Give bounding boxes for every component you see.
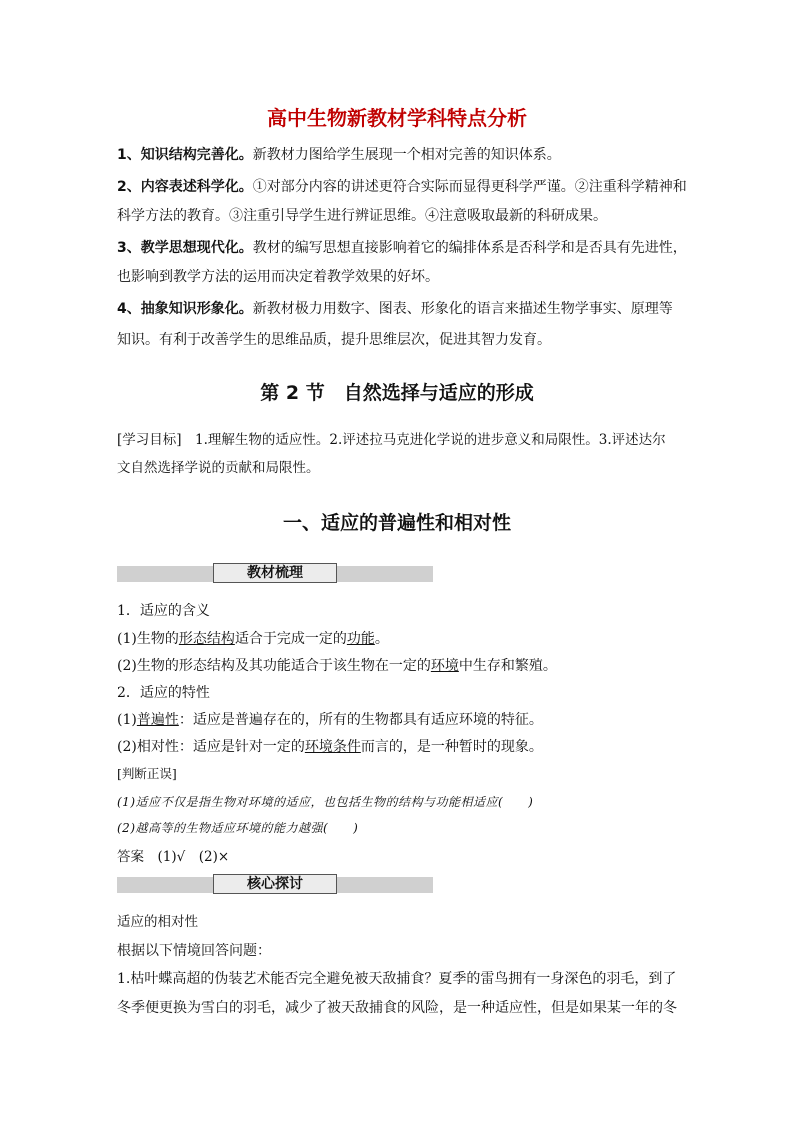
intro-lead: 3、教学思想现代化。	[117, 240, 253, 256]
text-run: (1)生物的	[117, 631, 179, 647]
learning-objectives: [学习目标] 1.理解生物的适应性。2.评述拉马克进化学说的进步意义和局限性。3.评述达尔	[117, 432, 666, 448]
explore-question-1: 1.枯叶蝶高超的伪装艺术能否完全避免被天敌捕食？夏季的雷鸟拥有一身深色的羽毛，到了	[117, 971, 677, 987]
intro-text: 新教材极力用数字、图表、形象化的语言来描述生物学事实、原理等	[252, 301, 673, 317]
answer-line: 答案 (1)√ (2)×	[117, 849, 230, 865]
intro-item-4-cont: 知识。有利于改善学生的思维品质，提升思维层次，促进其智力发育。	[117, 332, 551, 348]
banner-core-exploration	[117, 877, 433, 893]
text-run: 适合于完成一定的	[234, 631, 347, 647]
underlined-term: 环境	[430, 658, 459, 674]
judge-question-1: (1)适应不仅是指生物对环境的适应，也包括生物的结构与功能相适应( )	[117, 795, 534, 809]
judge-question-2: (2)越高等的生物适应环境的能力越强( )	[117, 821, 359, 835]
judge-heading: [判断正误]	[117, 766, 177, 781]
text-run: 而言的，是一种暂时的现象。	[360, 739, 543, 755]
intro-item-2-cont: 科学方法的教育。③注重引导学生进行辨证思维。④注意吸取最新的科研成果。	[117, 208, 607, 224]
text-run: (1)	[117, 712, 137, 728]
explore-question-1-cont: 冬季便更换为雪白的羽毛，减少了被天敌捕食的风险，是一种适应性，但是如果某一年的冬	[117, 1000, 677, 1016]
intro-item-4	[117, 302, 673, 316]
underlined-term: 功能	[346, 631, 375, 647]
intro-text: 教材的编写思想直接影响着它的编排体系是否科学和是否具有先进性，	[252, 240, 687, 256]
intro-lead: 4、抽象知识形象化。	[117, 301, 253, 317]
feature-line-2	[117, 740, 543, 754]
underlined-term: 普遍性	[136, 712, 179, 728]
banner-textbook-review	[117, 566, 433, 582]
heading-definition: 1．适应的含义	[117, 603, 210, 619]
explore-topic: 适应的相对性	[117, 914, 198, 930]
section-subtitle: 一、适应的普遍性和相对性	[282, 512, 511, 534]
section-title: 第 2 节 自然选择与适应的形成	[260, 382, 534, 404]
definition-line-1	[117, 632, 389, 646]
explore-prompt: 根据以下情境回答问题：	[117, 943, 271, 959]
text-run: 中生存和繁殖。	[458, 658, 557, 674]
underlined-term: 形态结构	[178, 631, 235, 647]
intro-item-1	[117, 148, 561, 162]
text-run: (2)相对性：适应是针对一定的	[117, 739, 305, 755]
intro-item-3	[117, 241, 687, 255]
intro-text: 新教材力图给学生展现一个相对完善的知识体系。	[252, 147, 561, 163]
intro-item-2	[117, 180, 687, 194]
underlined-term: 环境条件	[304, 739, 361, 755]
intro-lead: 1、知识结构完善化。	[117, 147, 253, 163]
intro-text: ①对部分内容的讲述更符合实际而显得更科学严谨。②注重科学精神和	[252, 179, 687, 195]
banner-label: 核心探讨	[213, 874, 337, 894]
banner-label: 教材梳理	[213, 563, 337, 583]
definition-line-2	[117, 659, 557, 673]
page-title: 高中生物新教材学科特点分析	[267, 106, 527, 130]
heading-features: 2．适应的特性	[117, 685, 210, 701]
text-run: ：适应是普遍存在的，所有的生物都具有适应环境的特征。	[178, 712, 543, 728]
intro-lead: 2、内容表述科学化。	[117, 179, 253, 195]
text-run: 。	[374, 631, 389, 647]
intro-item-3-cont: 也影响到教学方法的运用而决定着教学效果的好坏。	[117, 269, 439, 285]
text-run: (2)生物的形态结构及其功能适合于该生物在一定的	[117, 658, 431, 674]
learning-objectives-cont: 文自然选择学说的贡献和局限性。	[117, 460, 320, 476]
feature-line-1	[117, 713, 543, 727]
